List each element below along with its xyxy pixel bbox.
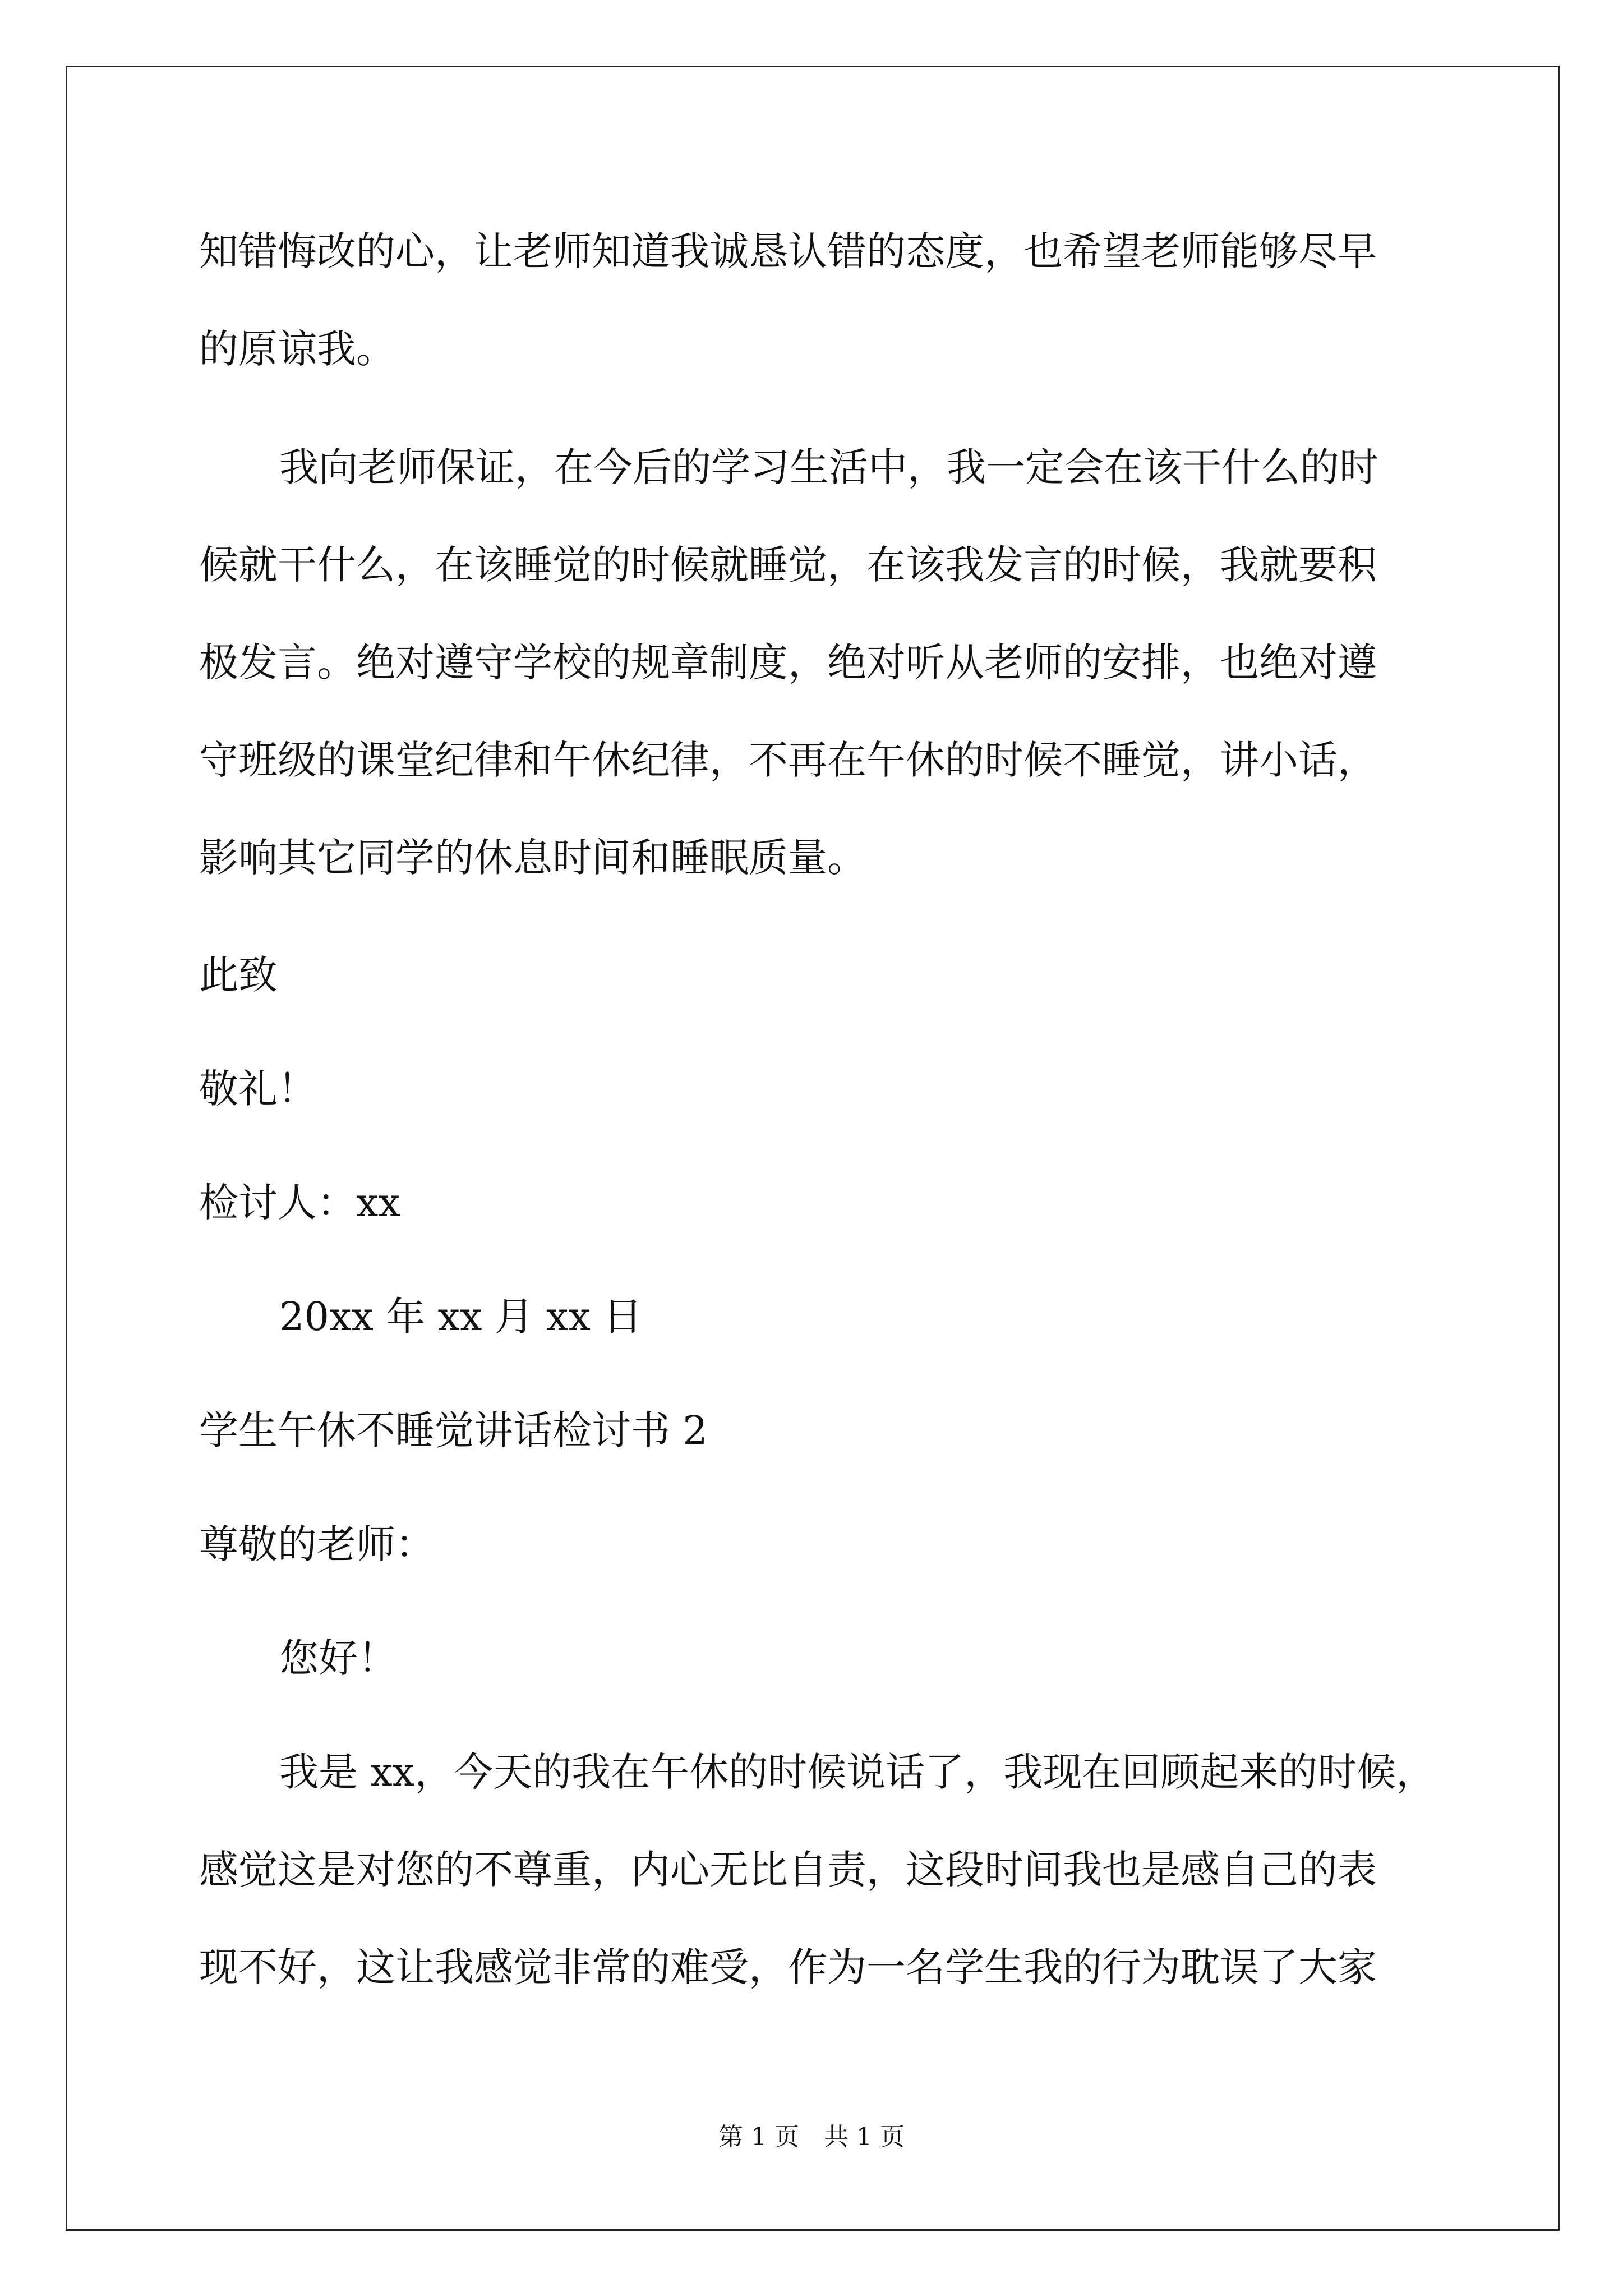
body-line-10: 现不好，这让我感觉非常的难受，作为一名学生我的行为耽误了大家 bbox=[199, 1944, 1377, 1990]
body-line-4: 候就干什么，在该睡觉的时候就睡觉，在该我发言的时候，我就要积 bbox=[199, 542, 1377, 588]
body-line-9: 感觉这是对您的不尊重，内心无比自责，这段时间我也是感自己的表 bbox=[199, 1847, 1377, 1893]
closing-regards: 敬礼！ bbox=[199, 1066, 317, 1112]
closing-salutation: 此致 bbox=[199, 952, 278, 998]
body-line-2: 的原谅我。 bbox=[199, 326, 395, 372]
body-line-3: 我向老师保证，在今后的学习生活中，我一定会在该干什么的时 bbox=[279, 444, 1378, 490]
section-title: 学生午休不睡觉讲话检讨书 2 bbox=[199, 1407, 708, 1453]
body-line-7: 影响其它同学的休息时间和睡眠质量。 bbox=[199, 835, 866, 881]
page-footer bbox=[0, 2120, 1623, 2154]
body-line-5: 极发言。绝对遵守学校的规章制度，绝对听从老师的安排，也绝对遵 bbox=[199, 639, 1377, 685]
page-total: 共 1 页 bbox=[824, 2123, 905, 2151]
greeting-addressee: 尊敬的老师： bbox=[199, 1521, 435, 1567]
greeting-hello: 您好！ bbox=[279, 1635, 397, 1681]
signature-line: 检讨人：xx bbox=[199, 1180, 400, 1226]
date-line: 20xx 年 xx 月 xx 日 bbox=[279, 1294, 643, 1340]
page-border bbox=[66, 66, 1560, 2231]
body-line-1: 知错悔改的心，让老师知道我诚恳认错的态度，也希望老师能够尽早 bbox=[199, 228, 1377, 274]
page-number: 第 1 页 bbox=[718, 2123, 799, 2151]
body-line-8: 我是 xx，今天的我在午休的时候说话了，我现在回顾起来的时候， bbox=[279, 1749, 1436, 1795]
body-line-6: 守班级的课堂纪律和午休纪律，不再在午休的时候不睡觉，讲小话， bbox=[199, 737, 1377, 783]
